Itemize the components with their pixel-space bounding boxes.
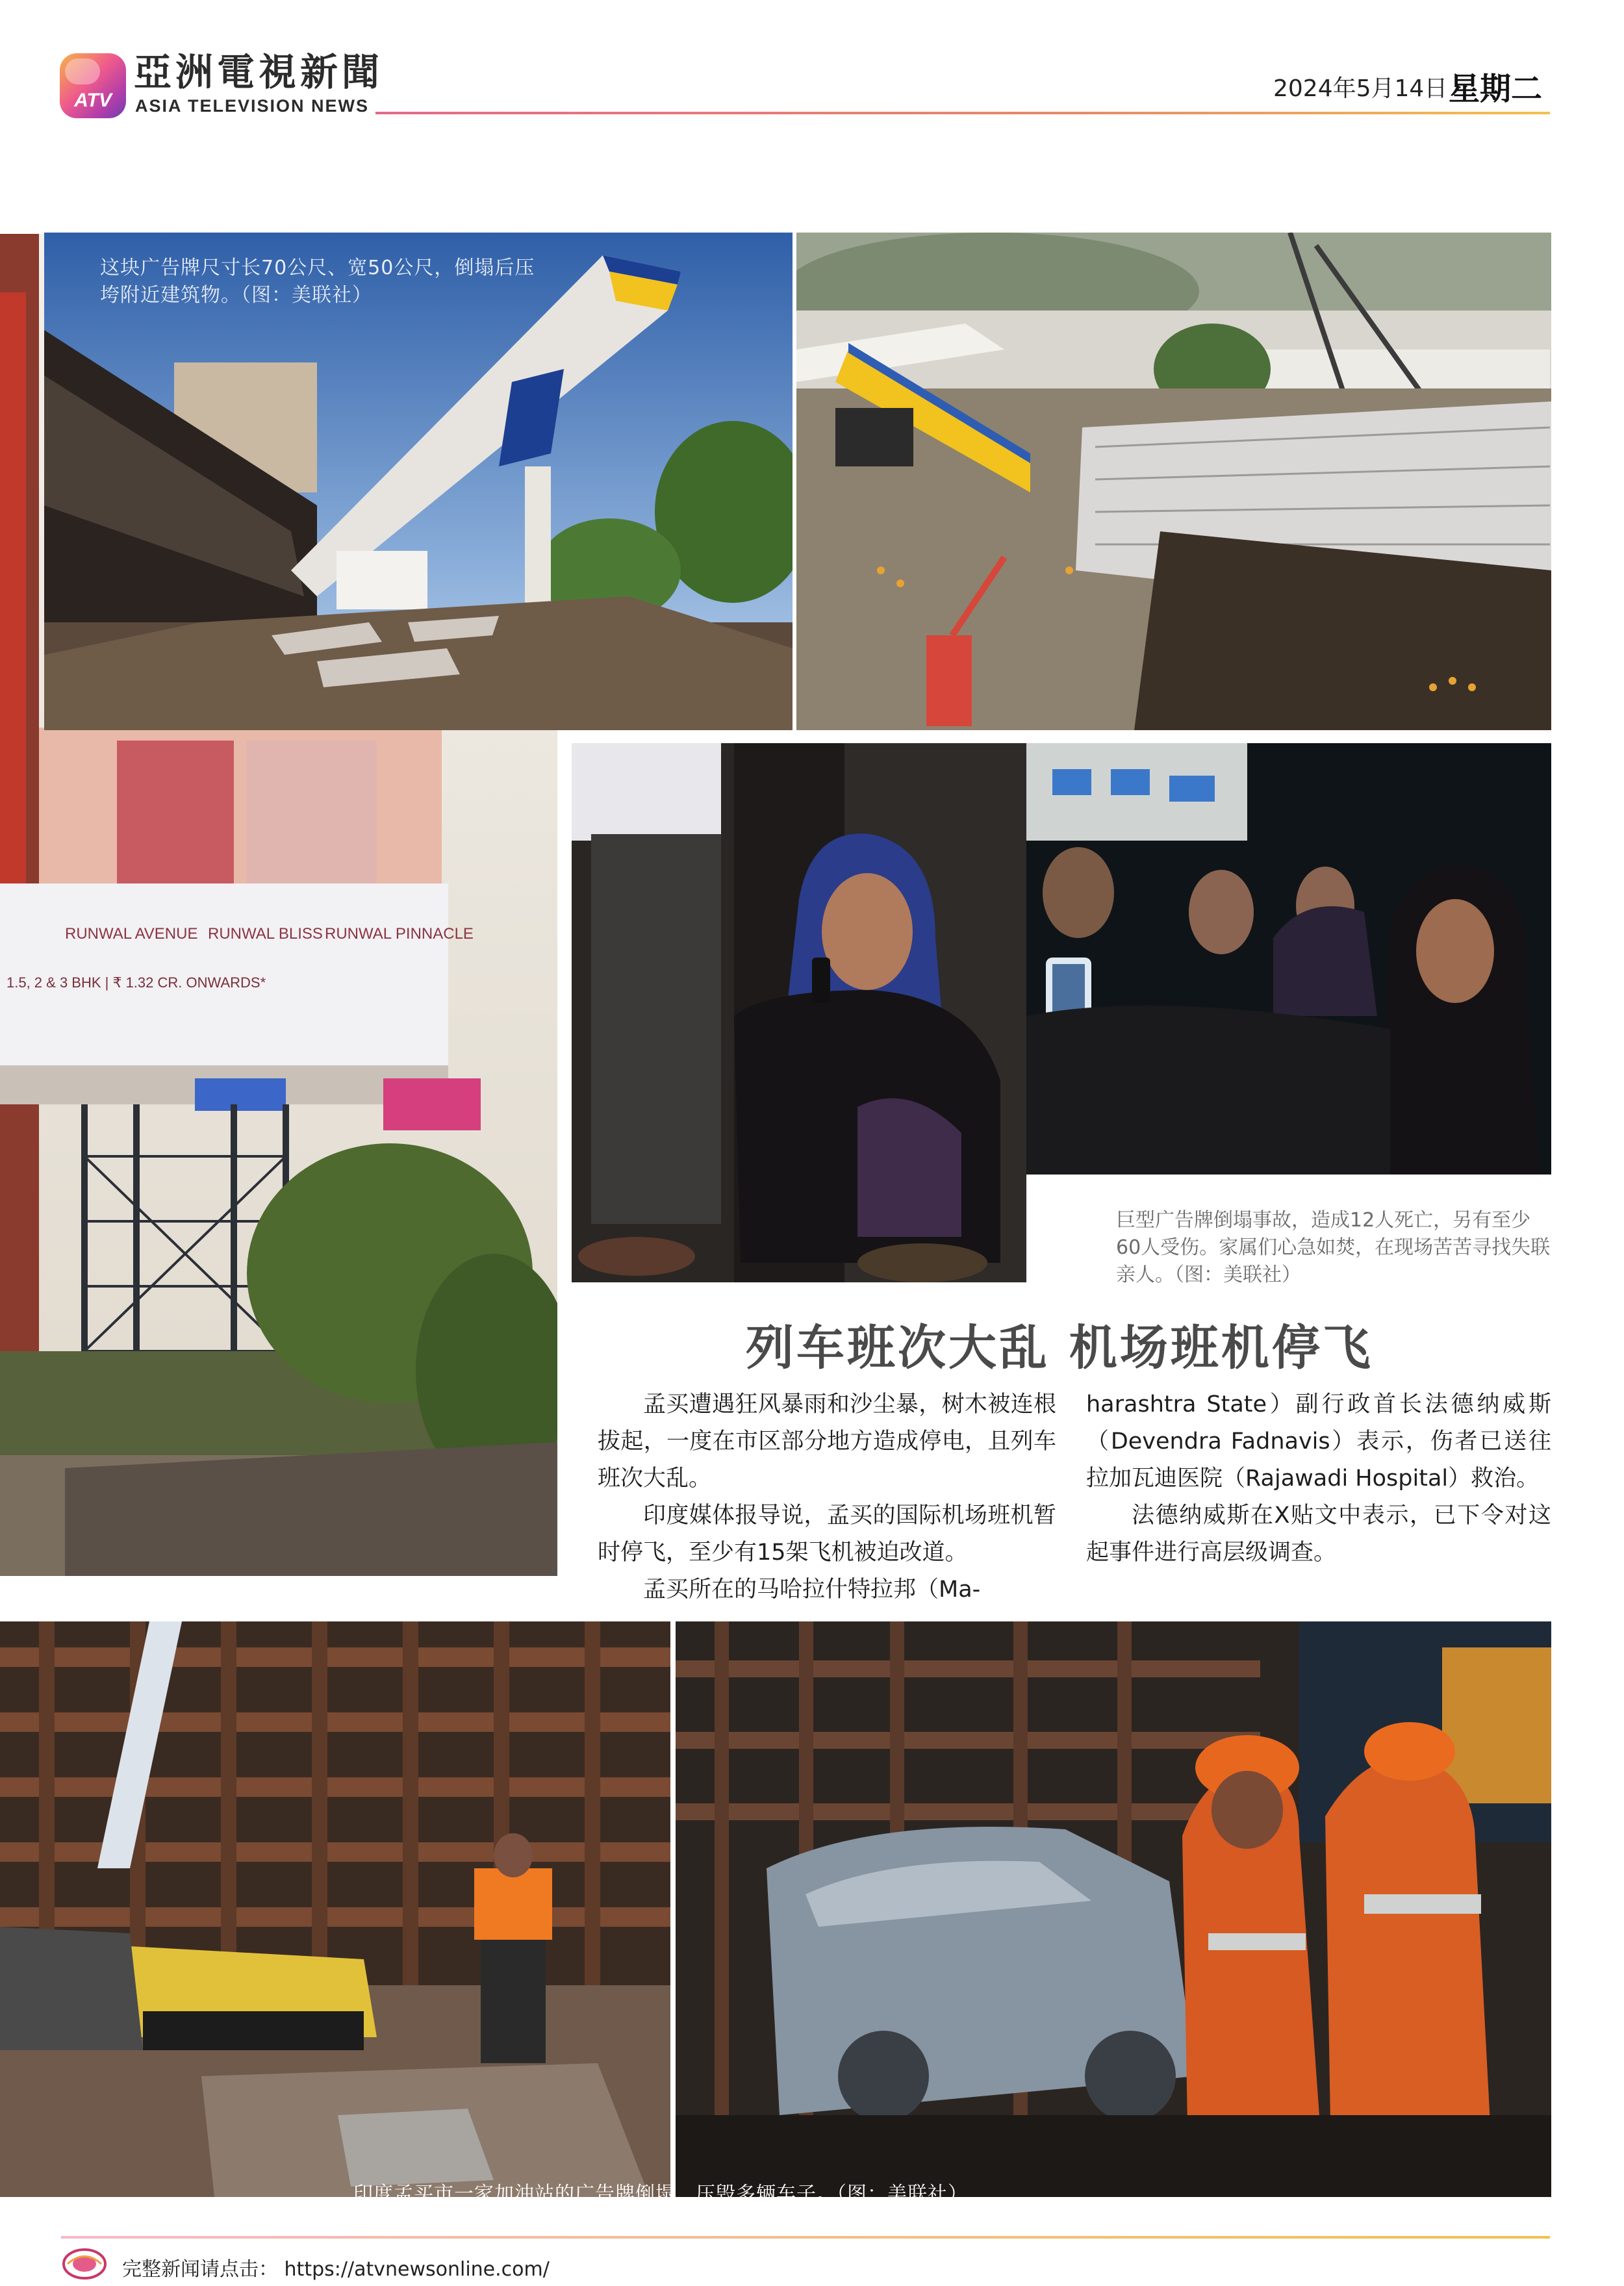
footer-link[interactable] bbox=[122, 2253, 550, 2281]
caption-families: 巨型广告牌倒塌事故，造成12人死亡，另有至少60人受伤。家属们心急如焚，在现场苦苦寻找失联亲人。（图：美联社） bbox=[1116, 1209, 1551, 1286]
article-headline: 列车班次大乱 机场班机停飞 bbox=[746, 1320, 1373, 1376]
billboard-brand-3: RUNWAL PINNACLE bbox=[325, 925, 474, 943]
article-paragraph: 法德纳威斯在X贴文中表示，已下令对这起事件进行高层级调查。 bbox=[1086, 1503, 1551, 1566]
billboard-brand-1: RUNWAL AVENUE bbox=[65, 925, 198, 943]
article-paragraph: 孟买遭遇狂风暴雨和沙尘暴，树木被连根拔起，一度在市区部分地方造成停电，且列车班次大乱。 bbox=[598, 1391, 1056, 1492]
atv-emblem-icon bbox=[61, 2248, 108, 2280]
header-divider bbox=[375, 112, 1550, 114]
issue-weekday: 星期二 bbox=[1449, 71, 1543, 107]
footer-link-label: 完整新闻请点击： bbox=[122, 2258, 278, 2281]
footer-link-url[interactable]: https://atvnewsonline.com/ bbox=[284, 2258, 550, 2281]
issue-date: 2024年5月14日 bbox=[1273, 75, 1448, 102]
brand-name-chinese: 亞洲電視新聞 bbox=[134, 50, 384, 94]
article-column-left bbox=[598, 1386, 1056, 1608]
photo-crushed-taxi bbox=[0, 1621, 670, 2197]
logo-mark: ATV bbox=[74, 90, 112, 111]
article-paragraph: harashtra State）副行政首长法德纳威斯（Devendra Fadnavis）表示，伤者已送往拉加瓦迪医院（Rajawadi Hospital）救治。 bbox=[1086, 1391, 1551, 1492]
photo-woman-on-phone bbox=[572, 743, 1026, 1282]
photo-aerial-collapse bbox=[796, 233, 1551, 730]
caption-crushed-cars: 印度孟买市一家加油站的广告牌倒塌，压毁多辆车子。（图：美联社） bbox=[353, 2183, 968, 2205]
photo-rescue-workers bbox=[676, 1621, 1551, 2197]
article-paragraph: 印度媒体报导说，孟买的国际机场班机暂时停飞，至少有15架飞机被迫改道。 bbox=[598, 1503, 1056, 1566]
footer-divider bbox=[61, 2236, 1550, 2239]
caption-billboard-size: 这块广告牌尺寸长70公尺、宽50公尺，倒塌后压垮附近建筑物。（图：美联社） bbox=[100, 257, 535, 307]
photo-families-night bbox=[1026, 743, 1551, 1175]
atv-logo bbox=[60, 53, 126, 118]
billboard-price: 1.5, 2 & 3 BHK | ₹ 1.32 CR. ONWARDS* bbox=[6, 974, 266, 991]
brand-name-english: ASIA TELEVISION NEWS bbox=[135, 96, 370, 116]
billboard-brand-2: RUNWAL BLISS bbox=[208, 925, 323, 943]
article-paragraph: 孟买所在的马哈拉什特拉邦（Ma- bbox=[643, 1577, 981, 1603]
article-column-right bbox=[1086, 1386, 1551, 1571]
